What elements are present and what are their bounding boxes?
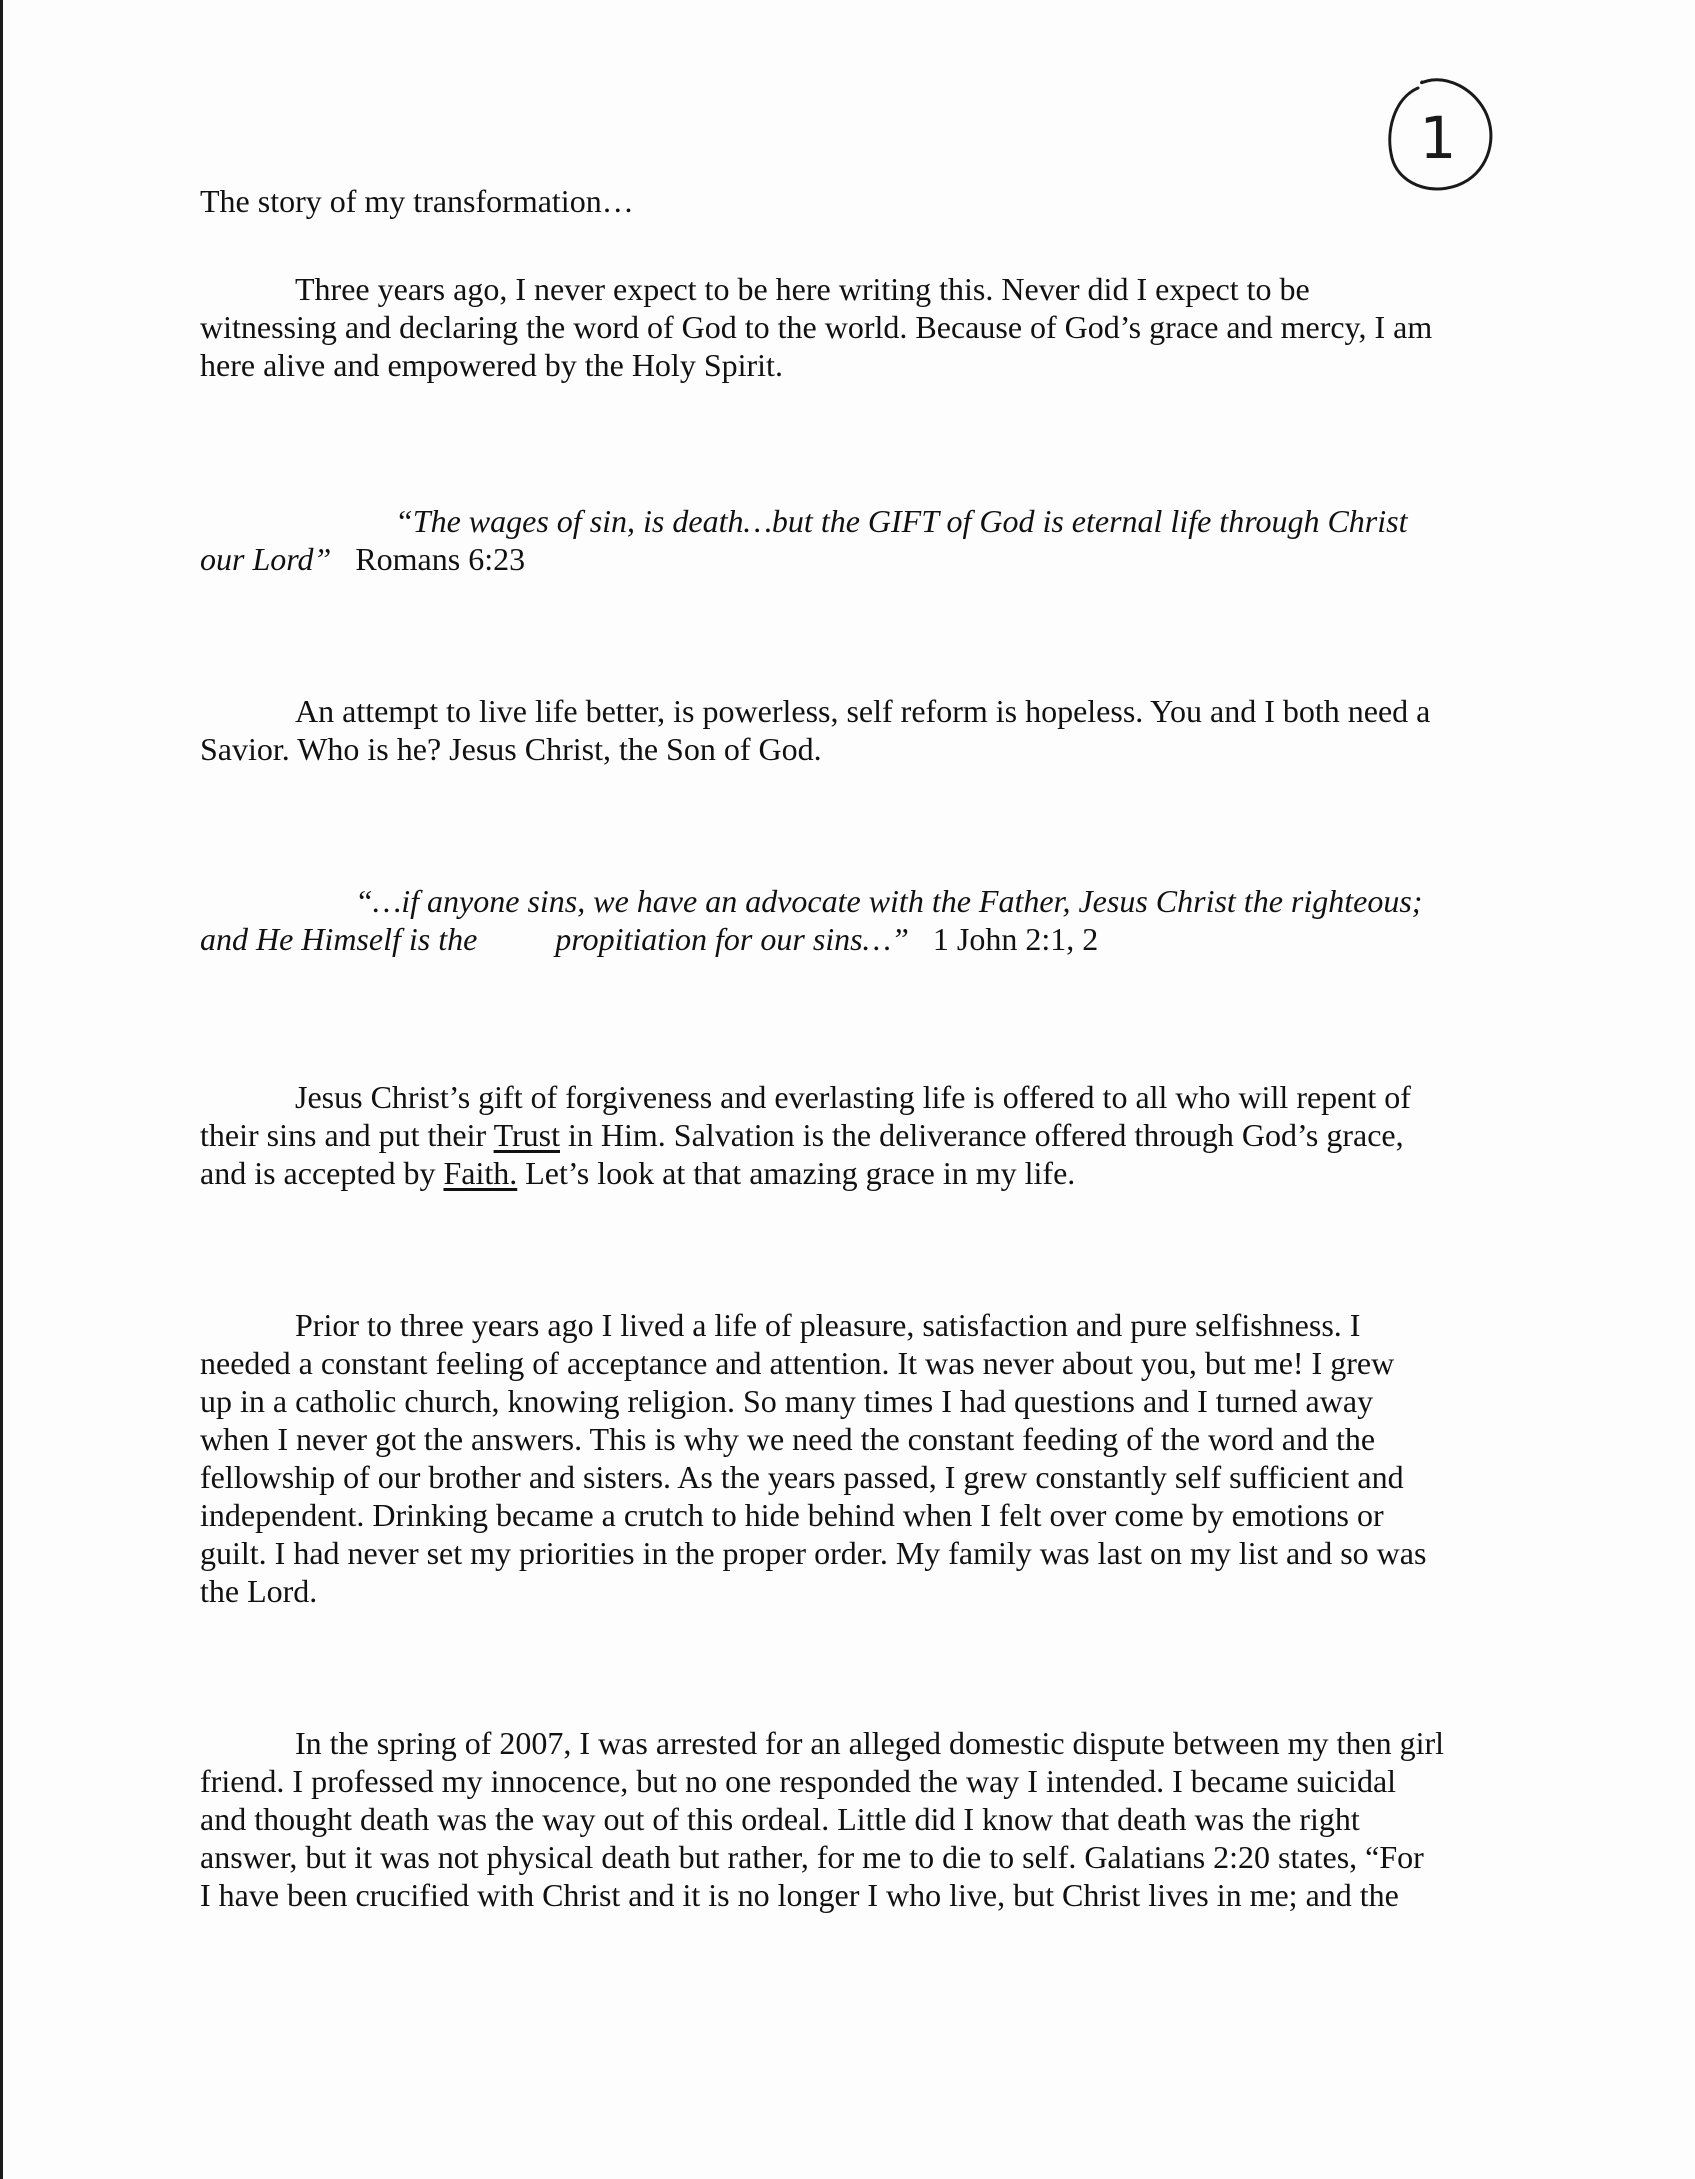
paragraph-line: In the spring of 2007, I was arrested for an alleged domestic dispute between my then girl — [295, 1725, 1444, 1761]
scripture-reference: 1 John 2:1, 2 — [932, 921, 1099, 957]
paragraph-text: and is accepted by — [200, 1155, 444, 1191]
quote-text: our Lord” — [200, 541, 332, 577]
paragraph-line: guilt. I had never set my priorities in the proper order. My family was last on my list and so was — [200, 1535, 1427, 1571]
title-line: The story of my transformation… — [200, 183, 634, 219]
underlined-word-trust: Trust — [493, 1117, 561, 1153]
quote-text: “…if anyone sins, we have an advocate with the Father, Jesus Christ the righteous; — [355, 883, 1423, 919]
quote-text: “The wages of sin, is death…but the GIFT of God is eternal life through Christ — [395, 503, 1408, 539]
document-title — [200, 182, 1500, 220]
paragraph-line: answer, but it was not physical death but rather, for me to die to self. Galatians 2:20 states, “For — [200, 1839, 1424, 1875]
paragraph-2 — [200, 692, 1500, 768]
page-number: 1 — [1419, 104, 1457, 172]
quote-text: and He Himself is the — [200, 921, 478, 957]
paragraph-line: when I never got the answers. This is why we need the constant feeding of the word and the — [200, 1421, 1376, 1457]
scan-edge-shadow — [0, 0, 3, 2179]
paragraph-5 — [200, 1724, 1500, 1914]
paragraph-line: up in a catholic church, knowing religion. So many times I had questions and I turned away — [200, 1383, 1374, 1419]
paragraph-line: An attempt to live life better, is powerless, self reform is hopeless. You and I both need a — [295, 693, 1431, 729]
scripture-quote-2 — [200, 882, 1500, 958]
paragraph-line: witnessing and declaring the word of God to the world. Because of God’s grace and mercy, I am — [200, 309, 1433, 345]
paragraph-3 — [200, 1078, 1500, 1192]
paragraph-line: needed a constant feeling of acceptance and attention. It was never about you, but me! I grew — [200, 1345, 1395, 1381]
paragraph-line: the Lord. — [200, 1573, 318, 1609]
paragraph-line: Jesus Christ’s gift of forgiveness and everlasting life is offered to all who will repent of — [295, 1079, 1411, 1115]
paragraph-line: friend. I professed my innocence, but no one responded the way I intended. I became suicidal — [200, 1763, 1397, 1799]
paragraph-text: Let’s look at that amazing grace in my life. — [517, 1155, 1076, 1191]
quote-text: propitiation for our sins…” — [555, 921, 909, 957]
paragraph-line: I have been crucified with Christ and it is no longer I who live, but Christ lives in me; and the — [200, 1877, 1399, 1913]
paragraph-line: independent. Drinking became a crutch to hide behind when I felt over come by emotions or — [200, 1497, 1384, 1533]
paragraph-line: Savior. Who is he? Jesus Christ, the Son of God. — [200, 731, 822, 767]
paragraph-line: fellowship of our brother and sisters. As the years passed, I grew constantly self sufficient and — [200, 1459, 1404, 1495]
handwritten-page-number-mark — [1380, 70, 1500, 200]
paragraph-line: here alive and empowered by the Holy Spirit. — [200, 347, 783, 383]
paragraph-text: their sins and put their — [200, 1117, 494, 1153]
paragraph-line: Three years ago, I never expect to be here writing this. Never did I expect to be — [295, 271, 1310, 307]
scripture-reference: Romans 6:23 — [355, 541, 526, 577]
scripture-quote-1 — [200, 502, 1500, 578]
paragraph-4 — [200, 1306, 1500, 1610]
underlined-word-faith: Faith. — [443, 1155, 518, 1191]
paragraph-line: Prior to three years ago I lived a life of pleasure, satisfaction and pure selfishness. I — [295, 1307, 1361, 1343]
paragraph-text: in Him. Salvation is the deliverance offered through God’s grace, — [560, 1117, 1404, 1153]
paragraph-line: and thought death was the way out of this ordeal. Little did I know that death was the right — [200, 1801, 1360, 1837]
paragraph-1 — [200, 270, 1500, 384]
